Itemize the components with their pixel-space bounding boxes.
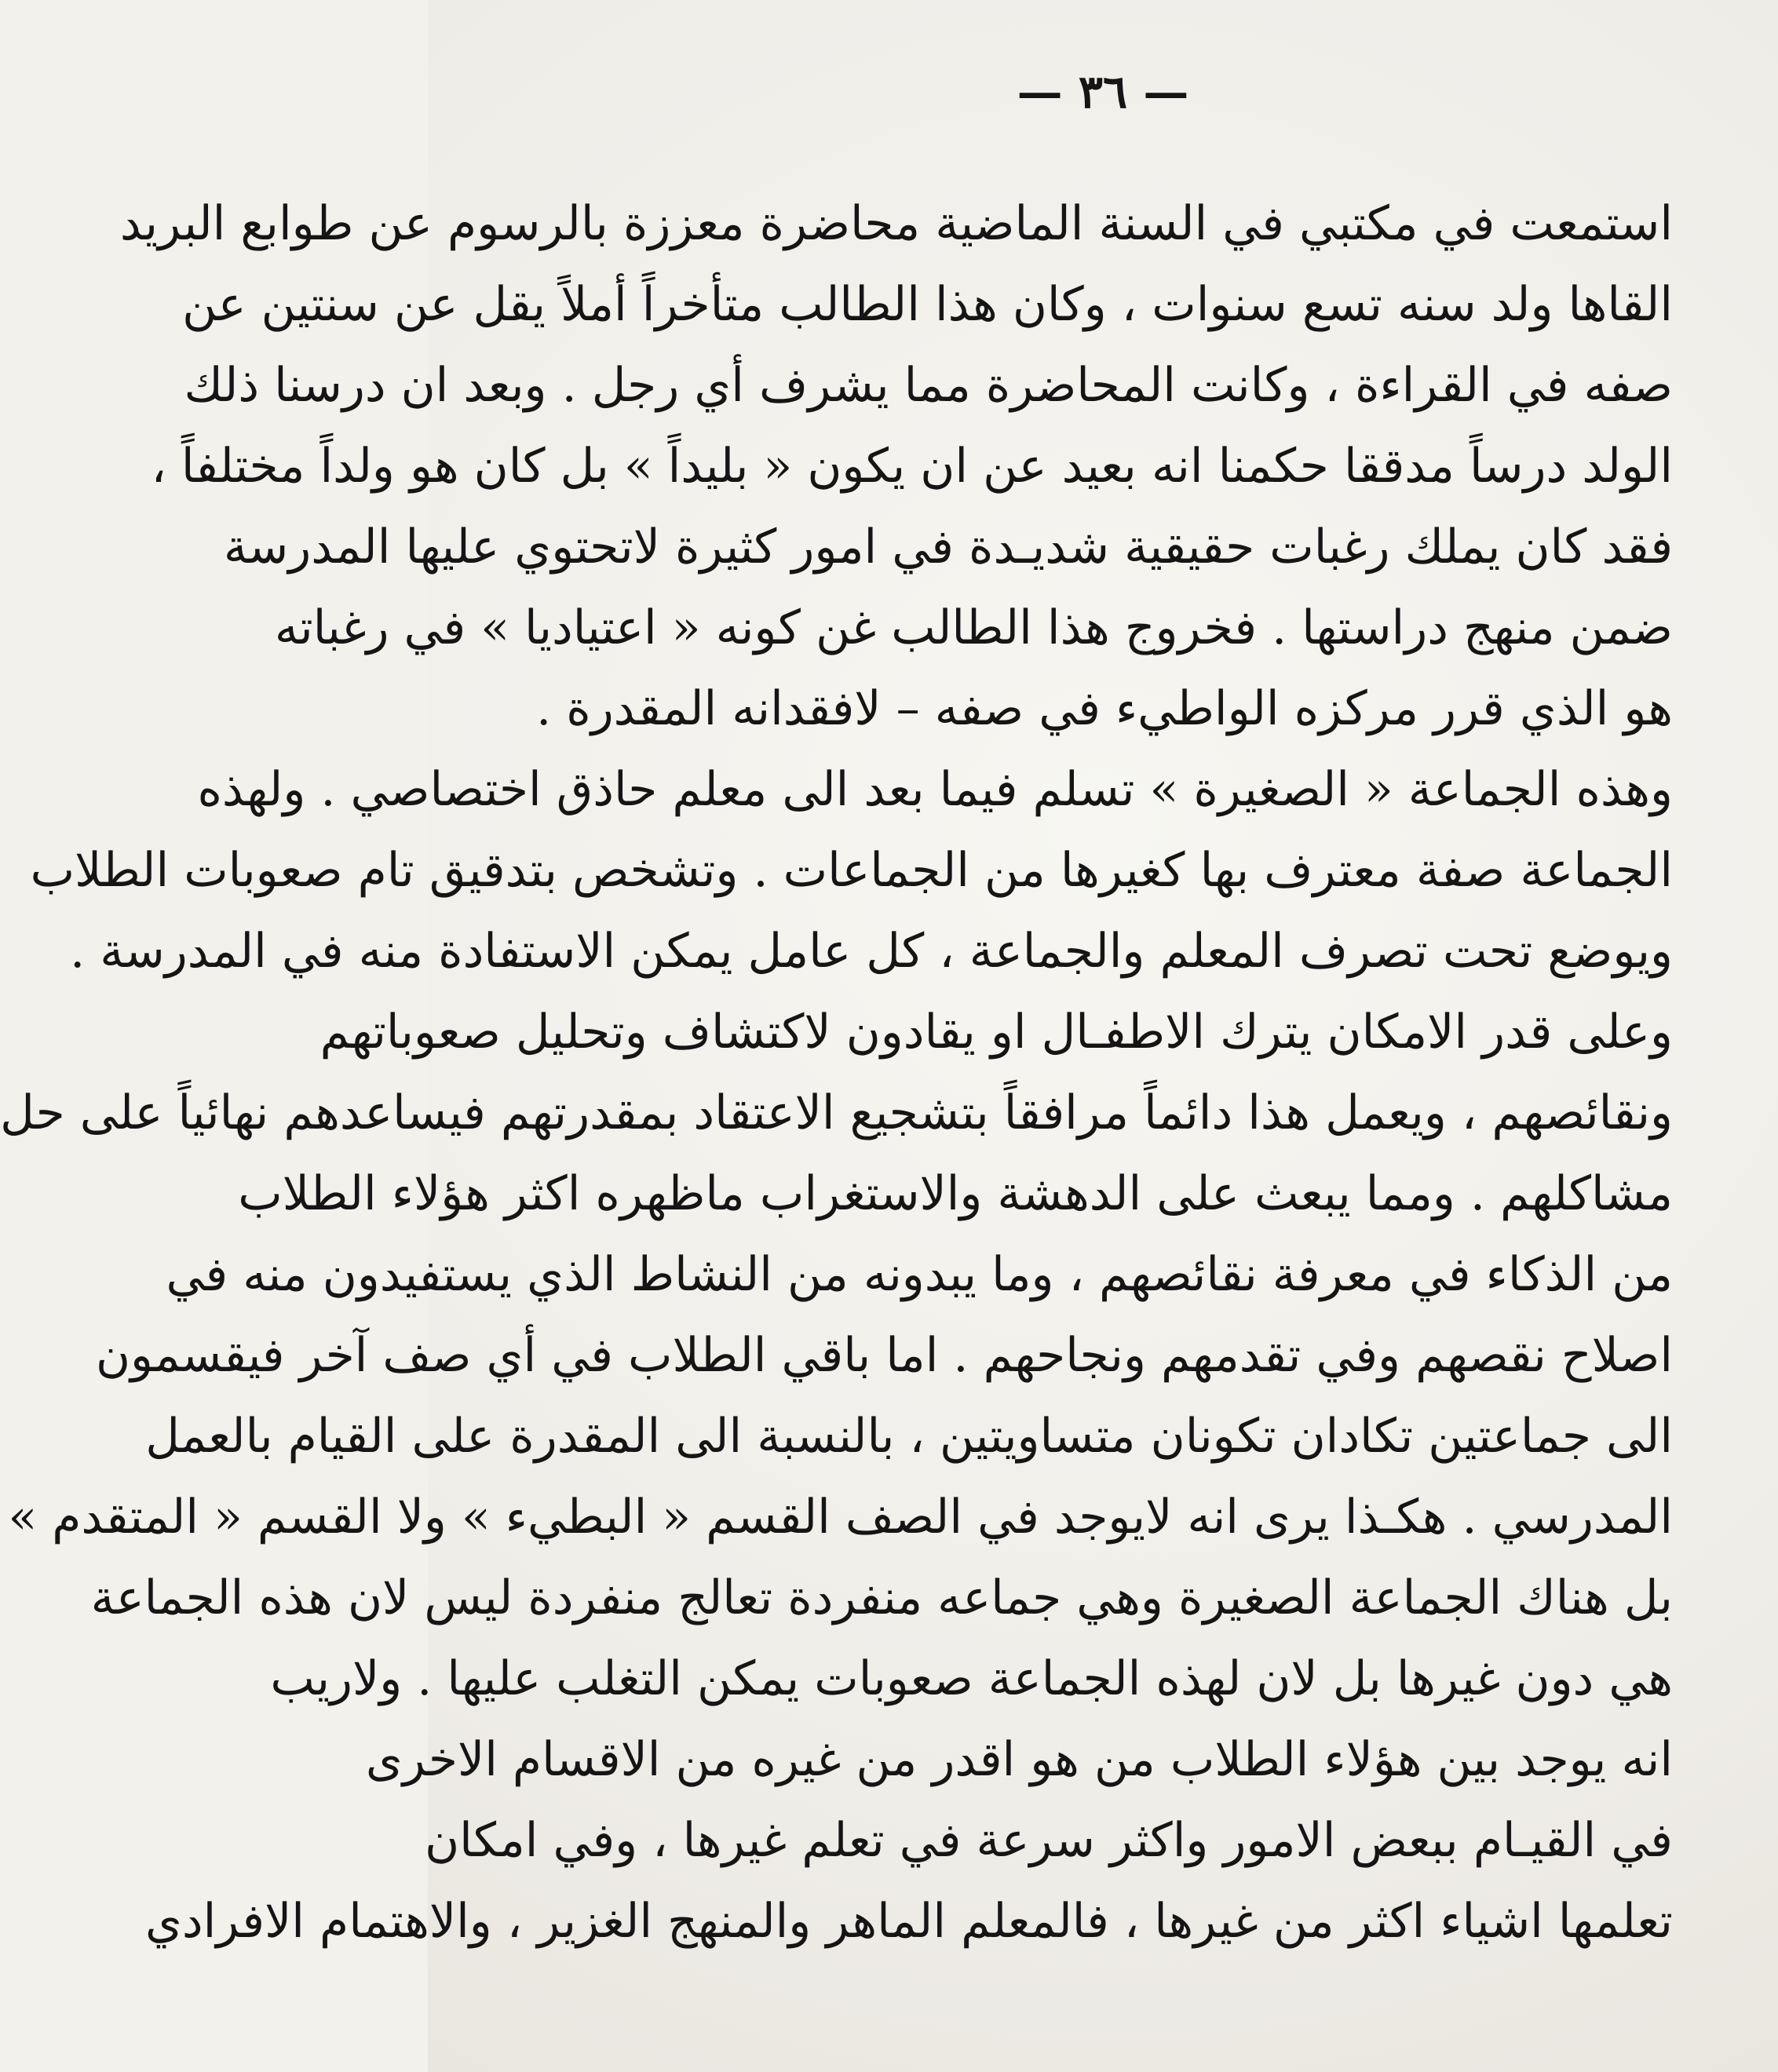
page-number: — ٣٦ — — [1017, 65, 1189, 119]
text-line: هي دون غيرها بل لان لهذه الجماعة صعوبات يمكن التغلب عليها . ولاريب — [270, 1651, 1673, 1706]
text-line: وهذه الجماعة « الصغيرة » تسلم فيما بعد الى معلم حاذق اختصاصي . ولهذه — [197, 762, 1673, 817]
text-line: تعلمها اشياء اكثر من غيرها ، فالمعلم الماهر والمنهج الغزير ، والاهتمام الافرادي — [144, 1894, 1673, 1949]
text-line: ويوضع تحت تصرف المعلم والجماعة ، كل عامل يمكن الاستفادة منه في المدرسة . — [70, 924, 1673, 979]
body-text — [0, 184, 1673, 1962]
text-line: انه يوجد بين هؤلاء الطلاب من هو اقدر من غيره من الاقسام الاخرى — [365, 1732, 1673, 1787]
text-line: صفه في القراءة ، وكانت المحاضرة مما يشرف أي رجل . وبعد ان درسنا ذلك — [184, 358, 1673, 413]
text-line: وعلى قدر الامكان يترك الاطفـال او يقادون لاكتشاف وتحليل صعوباتهم — [319, 1005, 1673, 1060]
text-line: بل هناك الجماعة الصغيرة وهي جماعه منفردة تعالج منفردة ليس لان هذه الجماعة — [90, 1570, 1673, 1625]
text-line: استمعت في مكتبي في السنة الماضية محاضرة معززة بالرسوم عن طوابع البريد — [119, 196, 1673, 251]
text-line: ونقائصهم ، ويعمل هذا دائماً مرافقاً بتشجيع الاعتقاد بمقدرتهم فيساعدهم نهائياً على حل — [0, 1085, 1673, 1140]
text-line: القاها ولد سنه تسع سنوات ، وكان هذا الطالب متأخراً أملاً يقل عن سنتين عن — [182, 277, 1673, 332]
text-line: اصلاح نقصهم وفي تقدمهم ونجاحهم . اما باقي الطلاب في أي صف آخر فيقسمون — [95, 1328, 1673, 1383]
text-line: المدرسي . هكـذا يرى انه لايوجد في الصف القسم « البطيء » ولا القسم « المتقدم » — [8, 1490, 1673, 1545]
text-line: الجماعة صفة معترف بها كغيرها من الجماعات . وتشخص بتدقيق تام صعوبات الطلاب — [30, 843, 1673, 898]
text-line: ضمن منهج دراستها . فخروج هذا الطالب غن كونه « اعتياديا » في رغباته — [274, 600, 1673, 655]
text-line: فقد كان يملك رغبات حقيقية شديـدة في امور كثيرة لاتحتوي عليها المدرسة — [223, 520, 1673, 575]
text-line: هو الذي قرر مركزه الواطيء في صفه – لافقدانه المقدرة . — [536, 681, 1673, 736]
text-line: الولد درساً مدققا حكمنا انه بعيد عن ان يكون « بليداً » بل كان هو ولداً مختلفاً ، — [151, 439, 1673, 494]
text-line: الى جماعتين تكادان تكونان متساويتين ، بالنسبة الى المقدرة على القيام بالعمل — [145, 1409, 1673, 1464]
text-line: مشاكلهم . ومما يبعث على الدهشة والاستغراب ماظهره اكثر هؤلاء الطلاب — [238, 1166, 1673, 1221]
text-line: في القيـام ببعض الامور واكثر سرعة في تعلم غيرها ، وفي امكان — [425, 1813, 1673, 1868]
text-line: من الذكاء في معرفة نقائصهم ، وما يبدونه من النشاط الذي يستفيدون منه في — [166, 1247, 1673, 1302]
